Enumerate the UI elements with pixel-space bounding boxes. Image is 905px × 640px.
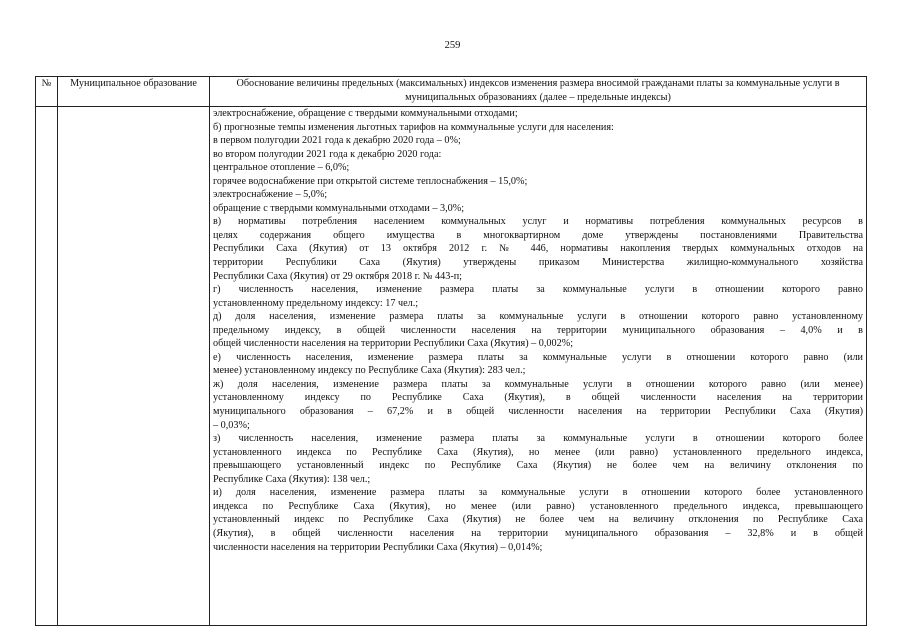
text-line: г) численность населения, изменение размера платы за коммунальные услуги в отношении которого равно	[213, 284, 863, 296]
text-line: и) доля населения, изменение размера платы за коммунальные услуги в отношении которого более установленного	[213, 487, 863, 499]
text-line: центральное отопление – 6,0%;	[213, 162, 350, 174]
text-line: установленному предельному индексу: 17 чел.;	[213, 297, 419, 309]
text-line: установленного индекса по Республике Саха (Якутия), но менее (или равно) установленного предельного индекса,	[213, 446, 863, 458]
text-line: з) численность населения, изменение размера платы за коммунальные услуги в отношении которого более	[213, 433, 863, 445]
text-line: обращение с твердыми коммунальными отходами – 3,0%;	[213, 202, 465, 214]
justification-table	[35, 76, 867, 626]
text-line: установленному индексу по Республике Саха (Якутия), в общей численности населения на территории	[213, 392, 863, 404]
cell-municipality	[58, 107, 210, 626]
text-line: общей численности населения на территории Республики Саха (Якутия) – 0,002%;	[213, 338, 574, 350]
text-line: электроснабжение – 5,0%;	[213, 189, 328, 201]
text-line: установленный индекс по Республике Саха (Якутия) не более чем на величину отклонения по Республике Саха	[213, 514, 863, 526]
page-number: 259	[444, 40, 461, 51]
header-municipality: Муниципальное образование	[58, 77, 210, 107]
cell-number	[36, 107, 58, 626]
text-line: в первом полугодии 2021 года к декабрю 2020 года – 0%;	[213, 135, 461, 147]
header-number: №	[36, 77, 58, 107]
text-line: в) нормативы потребления населением коммунальных услуг и нормативы потребления коммунальных ресурсов в	[213, 216, 863, 228]
text-line: б) прогнозные темпы изменения льготных тарифов на коммунальные услуги для населения:	[213, 121, 614, 133]
text-line: (Якутия), в общей численности населения на территории муниципального образования – 32,8% и в общей	[213, 527, 863, 539]
text-line: территории Республики Саха (Якутия) утверждены приказом Министерства жилищно-коммунального хозяйства	[213, 257, 863, 269]
text-line: электроснабжение, обращение с твердыми коммунальными отходами;	[213, 108, 518, 119]
text-line: Республики Саха (Якутия) от 13 октября 2012 г. № 446, нормативы накопления твердых коммунальных отходов на	[213, 243, 863, 255]
justification-text	[213, 107, 863, 554]
table-header-row	[36, 77, 867, 107]
text-line: горячее водоснабжение при открытой системе теплоснабжения – 15,0%;	[213, 175, 528, 187]
cell-justification	[210, 107, 867, 626]
text-line: численности населения на территории Республики Саха (Якутия) – 0,014%;	[213, 541, 543, 553]
text-line: менее) установленному индексу по Республике Саха (Якутия): 283 чел.;	[213, 365, 526, 377]
text-line: предельному индексу, в общей численности населения на территории муниципального образования – 4,0% и в	[213, 324, 863, 336]
text-line: во втором полугодии 2021 года к декабрю 2020 года:	[213, 148, 442, 160]
text-line: Республике Саха (Якутия): 138 чел.;	[213, 473, 371, 485]
text-line: е) численность населения, изменение размера платы за коммунальные услуги в отношении которого равно (или	[213, 351, 863, 363]
header-justification: Обоснование величины предельных (максимальных) индексов изменения размера вносимой гражданами платы за коммунальные услуги в муниципальных образованиях (далее – предельные индексы)	[210, 77, 867, 107]
text-line: ж) доля населения, изменение размера платы за коммунальные услуги в отношении которого равно (или менее)	[213, 378, 863, 390]
text-line: превышающего установленный индекс по Республике Саха (Якутия) не более чем на величину отклонения по	[213, 460, 863, 472]
table-row	[36, 107, 867, 626]
text-line: индекса по Республике Саха (Якутия), но менее (или равно) установленного предельного индекса, превышающего	[213, 500, 863, 512]
text-line: Республики Саха (Якутия) от 29 октября 2018 г. № 443-п;	[213, 270, 462, 282]
text-line: д) доля населения, изменение размера платы за коммунальные услуги в отношении которого равно установленному	[213, 311, 863, 323]
text-line: – 0,03%;	[213, 419, 250, 431]
text-line: целях содержания общего имущества в многоквартирном доме утверждены постановлениями Правительства	[213, 229, 863, 241]
text-line: муниципального образования – 67,2% и в общей численности населения на территории Республики Саха (Якутия)	[213, 406, 863, 418]
